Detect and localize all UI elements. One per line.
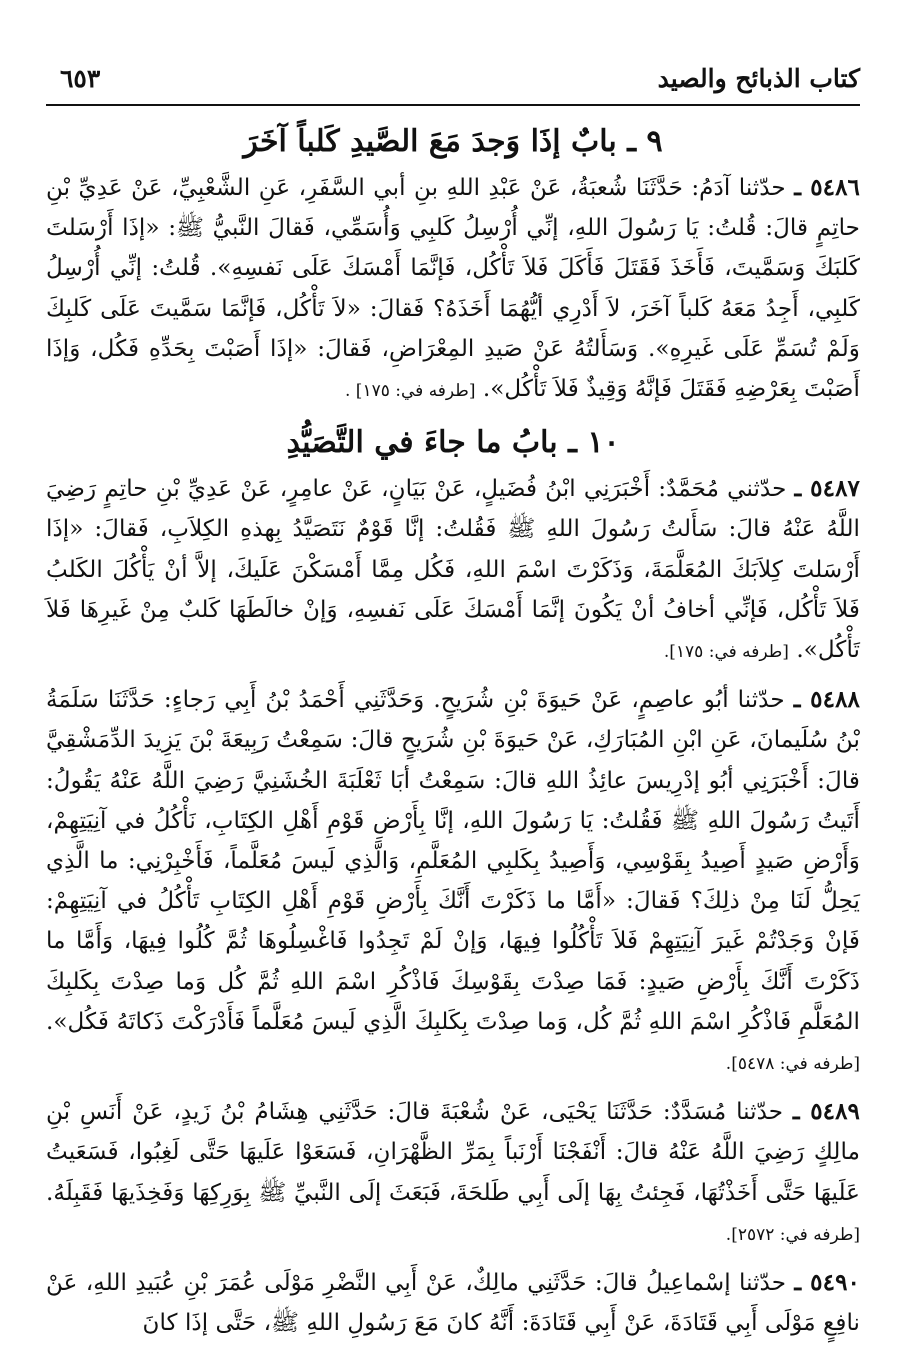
chapter-heading: ١٠ ـ بابُ ما جاءَ في التَّصَيُّدِ bbox=[286, 425, 620, 461]
book-title: كتاب الذبائح والصيد bbox=[657, 64, 860, 93]
hadith-paragraph bbox=[46, 1263, 860, 1343]
hadith-number: ٥٤٨٧ ـ bbox=[794, 475, 860, 503]
hadith-number: ٥٤٨٩ ـ bbox=[792, 1098, 861, 1126]
hadith-text: حدّثنا أبُو عاصِمٍ، عَنْ حَيوَةَ بْنِ شُرَيحٍ. وَحَدَّثَنِي أَحْمَدُ بْنُ أَبِي رَجاءٍ: حَدَّثَنَا سَلَمَةُ بْنُ سُلَيمانَ، عَنِ ابْنِ المُبَارَكِ، عَنْ حَيوَةَ بْنِ شُرَيحٍ قالَ: سَمِعْتُ رَبِيعَةَ بْنَ يَزِيدَ الدِّمَشْقِيَّ قالَ: أَخْبَرَنِي أبُو إدْرِيسَ عائِذُ اللهِ قالَ: سَمِعْتُ أبَا ثَعْلَبَةَ الخُشَنِيَّ رَضِيَ اللَّهُ عَنْهُ يَقُولُ: أَتَيتُ رَسُولَ اللهِ ﷺ فَقُلتُ: يَا رَسُولَ اللهِ، إنَّا بِأَرْضِ قَوْمِ أَهْلِ الكِتَابِ، نَأْكُلُ في آنِيَتِهِمْ، وَأَرْضِ صَيدٍ أَصِيدُ بِقَوْسِي، وَأَصِيدُ بِكَلبِي المُعَلَّمِ، وَالَّذِي لَيسَ مُعَلَّماً، فَأَخْبِرْنِي: ما الَّذِي يَحِلُّ لَنَا مِنْ ذلِكَ؟ فَقالَ: «أَمَّا ما ذَكَرْتَ أَنَّكَ بِأَرْضِ قَوْمِ أَهْلِ الكِتَابِ تَأْكُلُ في آنِيَتِهِمْ: فَإنْ وَجَدْتُمْ غَيرَ آنِيَتِهِمْ فَلاَ تَأْكُلُوا فِيهَا، وَإنْ لَمْ تَجِدُوا فَاغْسِلُوهَا ثُمَّ كُلُوا فِيهَا، وَأَمَّا ما ذَكَرْتَ أَنَّكَ بِأَرْضِ صَيدٍ: فَمَا صِدْتَ بِقَوْسِكَ فَاذْكُرِ اسْمَ اللهِ ثُمَّ كُل وَما صِدْتَ بِكَلبِكَ المُعَلَّمِ فَاذْكُرِ اسْمَ اللهِ ثُمَّ كُل، وَما صِدْتَ بِكَلبِكَ الَّذِي لَيسَ مُعَلَّماً فَأَدْرَكْتَ ذَكاتَهُ فَكُل». bbox=[46, 686, 860, 1035]
hadith-number: ٥٤٩٠ ـ bbox=[794, 1269, 860, 1297]
hadith-paragraph bbox=[46, 1092, 860, 1255]
cross-reference: [طرفه في: ٥٤٧٨]. bbox=[725, 1054, 860, 1075]
hadith-text: حدّثنا إسْماعِيلُ قالَ: حَدَّثَنِي مالِكٌ، عَنْ أَبِي النَّضْرِ مَوْلَى عُمَرَ بْنِ عُبَيدِ اللهِ، عَنْ نافِعٍ مَوْلَى أَبِي قَتَادَةَ، عَنْ أَبِي قَتَادَةَ: أَنَّهُ كانَ مَعَ رَسُولِ اللهِ ﷺ، حَتَّى إذَا كانَ bbox=[46, 1269, 860, 1337]
cross-reference: [طرفه في: ١٧٥]. bbox=[663, 642, 789, 663]
hadith-number: ٥٤٨٦ ـ bbox=[794, 174, 861, 201]
page-number: ٦٥٣ bbox=[60, 64, 101, 93]
hadith-paragraph bbox=[46, 168, 860, 411]
hadith-text: حدّثنا مُسَدَّدٌ: حَدَّثَنَا يَحْيَى، عَنْ شُعْبَةَ قالَ: حَدَّثَنِي هِشَامُ بْنُ زَيدٍ، عَنْ أَنَسِ بْنِ مالِكٍ رَضِيَ اللَّهُ عَنْهُ قالَ: أَنْفَجْنَا أَرْنَباً بِمَرِّ الظَّهْرَانِ، فَسَعَوْا عَلَيهَا حَتَّى لَغِبُوا، فَسَعَيتُ عَلَيهَا حَتَّى أَخَذْتُهَا، فَجِئتُ بِهَا إلَى أَبِي طَلحَةَ، فَبَعَثَ إلَى النَّبيِّ ﷺ بِوَرِكِهَا وَفَخِذَيهَا فَقَبِلَهُ. bbox=[46, 1098, 860, 1206]
hadith-text: حدّثنا آدَمُ: حَدَّثَنَا شُعبَةُ، عَنْ عَبْدِ اللهِ بنِ أبي السَّفَرِ، عَنِ الشَّعْبِيِّ، عَنْ عَدِيِّ بْنِ حاتِمٍ قالَ: قُلتُ: يَا رَسُولَ اللهِ، إنِّي أُرْسِلُ كَلبِي وَأُسَمِّي، فَقالَ النَّبيُّ ﷺ: «إذَا أَرْسَلتَ كَلبَكَ وَسَمَّيتَ، فَأَخَذَ فَقَتَلَ فَأَكَلَ فَلاَ تَأْكُل، فَإنَّمَا أَمْسَكَ عَلَى نَفسِهِ». قُلتُ: إنِّي أُرْسِلُ كَلبِي، أَجِدُ مَعَهُ كَلباً آخَرَ، لاَ أَدْرِي أيُّهُمَا أَخَذَهُ؟ فَقالَ: «لاَ تَأْكُل، فَإنَّمَا سَمَّيتَ عَلَى كَلبِكَ وَلَمْ تُسَمِّ عَلَى غَيرِهِ». وَسَأَلتُهُ عَنْ صَيدِ المِعْرَاضِ، فَقالَ: «إذَا أَصَبْتَ بِحَدِّهِ فَكُل، وَإذَا أَصَبْتَ بِعَرْضِهِ فَقَتَلَ فَإنَّهُ وَقِيذٌ فَلاَ تَأْكُل». bbox=[46, 174, 860, 403]
hadith-text: حدّثني مُحَمَّدٌ: أَخْبَرَنِي ابْنُ فُضَيلٍ، عَنْ بَيَانٍ، عَنْ عامِرٍ، عَنْ عَدِيِّ بْنِ حاتِمٍ رَضِيَ اللَّهُ عَنْهُ قالَ: سَأَلتُ رَسُولَ اللهِ ﷺ فَقُلتُ: إنَّا قَوْمٌ نَتَصَيَّدُ بِهذهِ الكِلاَبِ، فَقالَ: «إذَا أَرْسَلتَ كِلاَبَكَ المُعَلَّمَةَ، وَذَكَرْتَ اسْمَ اللهِ، فَكُل مِمَّا أَمْسَكْنَ عَلَيكَ، إلاَّ أنْ يَأْكُلَ الكَلبُ فَلاَ تَأْكُل، فَإنِّي أخافُ أنْ يَكُونَ إنَّمَا أَمْسَكَ عَلَى نَفسِهِ، وَإنْ خالَطَهَا كَلبٌ مِنْ غَيرِهَا فَلاَ تَأْكُل». bbox=[46, 475, 860, 664]
cross-reference: [طرفه في: ١٧٥] . bbox=[345, 381, 476, 402]
running-header bbox=[46, 58, 860, 102]
cross-reference: [طرفه في: ٢٥٧٢]. bbox=[725, 1224, 860, 1245]
chapter-heading: ٩ ـ بابٌ إذَا وَجدَ مَعَ الصَّيدِ كَلباً آخَرَ bbox=[243, 124, 663, 159]
hadith-paragraph bbox=[46, 680, 860, 1084]
hadith-paragraph bbox=[46, 469, 860, 672]
header-rule bbox=[46, 104, 860, 106]
hadith-number: ٥٤٨٨ ـ bbox=[793, 686, 860, 714]
